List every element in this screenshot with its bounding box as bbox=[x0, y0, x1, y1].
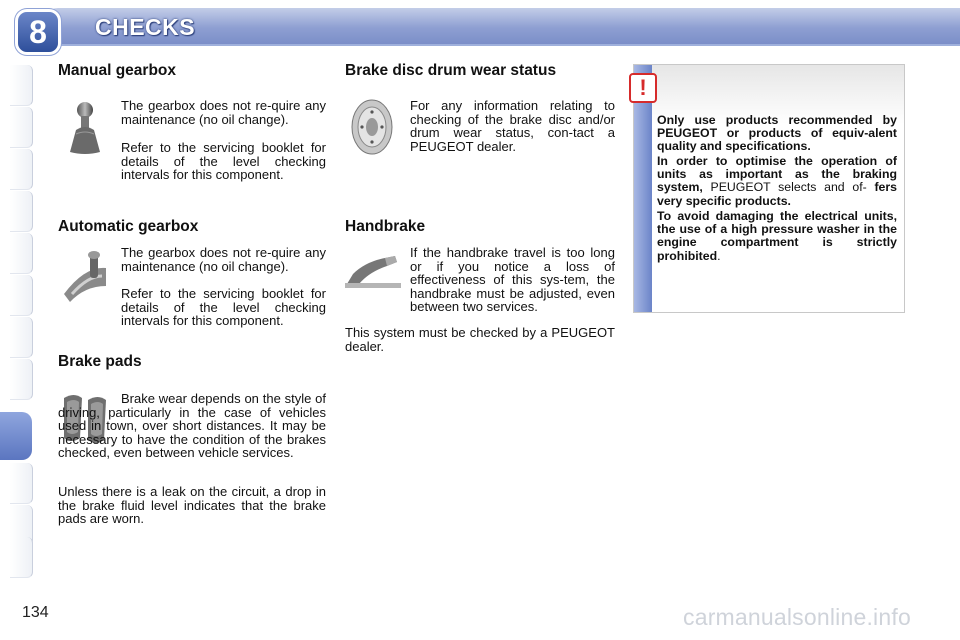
chapter-tab-5[interactable] bbox=[10, 233, 33, 274]
automatic-gearbox-title: Automatic gearbox bbox=[58, 218, 199, 235]
chapter-tab-1[interactable] bbox=[10, 65, 33, 106]
chapter-tab-active[interactable] bbox=[0, 412, 32, 460]
handbrake-icon bbox=[345, 254, 401, 290]
handbrake-text-1: If the handbrake travel is too long or if you notice a loss of effectiveness of this sys-tem, the handbrake must be adjusted, even between two services. bbox=[410, 245, 615, 315]
automatic-selector-icon bbox=[60, 250, 110, 304]
warning-icon: ! bbox=[629, 73, 657, 103]
chapter-tab-8[interactable] bbox=[10, 359, 33, 400]
chapter-title: CHECKS bbox=[95, 14, 196, 40]
warning-text-3-prohibited: prohibited bbox=[657, 248, 718, 263]
brake-disc-icon bbox=[348, 98, 398, 156]
brake-pads-title: Brake pads bbox=[58, 353, 142, 370]
chapter-tab-12[interactable] bbox=[10, 537, 33, 578]
handbrake-title: Handbrake bbox=[345, 218, 426, 235]
page-number: 134 bbox=[22, 604, 49, 621]
handbrake-text-2: This system must be checked by a PEUGEOT dealer. bbox=[345, 325, 615, 354]
brake-disc-text: For any information relating to checking of the brake disc and/or drum wear status, con-tact a PEUGEOT dealer. bbox=[410, 98, 615, 154]
chapter-side-tabs bbox=[0, 65, 34, 577]
automatic-gearbox-text-1: The gearbox does not re-quire any maintenance (no oil change). bbox=[121, 245, 326, 274]
chapter-number-badge: 8 bbox=[18, 12, 58, 52]
warning-text-3-bold: To avoid damaging the electrical units, the use of a high pressure washer in the engine compartment is strictly bbox=[657, 209, 897, 250]
automatic-gearbox-text-2: Refer to the servicing booklet for details of the level checking intervals for this component. bbox=[121, 286, 326, 329]
chapter-tab-3[interactable] bbox=[10, 149, 33, 190]
warning-text-2-bold: In order to optimise the operation of units as important as the braking system, bbox=[657, 154, 897, 195]
warning-text-2-bold-end: fers very specific products. bbox=[657, 180, 897, 208]
warning-text-3-end: . bbox=[717, 248, 721, 263]
header-divider bbox=[40, 44, 960, 46]
chapter-tab-10[interactable] bbox=[10, 463, 33, 504]
brake-pads-text-2: Unless there is a leak on the circuit, a drop in the brake fluid level indicates that the brake pads are worn. bbox=[58, 484, 326, 527]
manual-gearbox-text-2: Refer to the servicing booklet for details of the level checking intervals for this component. bbox=[121, 140, 326, 183]
warning-text-2-normal: PEUGEOT selects and of- bbox=[702, 180, 867, 195]
chapter-tab-6[interactable] bbox=[10, 275, 33, 316]
chapter-tab-4[interactable] bbox=[10, 191, 33, 232]
warning-text-1: Only use products recommended by PEUGEOT or products of equiv-alent quality and specifications. bbox=[657, 113, 897, 154]
chapter-tab-2[interactable] bbox=[10, 107, 33, 148]
chapter-tab-7[interactable] bbox=[10, 317, 33, 358]
manual-gearbox-title: Manual gearbox bbox=[58, 62, 176, 79]
warning-text-2 bbox=[657, 155, 897, 208]
brake-pads-text-1: Brake wear depends on the style of driving, particularly in the case of vehicles used in town, over short distances. It may be necessary to have the condition of the brakes checked, even between vehicle services. bbox=[58, 391, 326, 461]
manual-gearbox-text-1: The gearbox does not re-quire any maintenance (no oil change). bbox=[121, 98, 326, 127]
gear-lever-icon bbox=[62, 100, 108, 156]
warning-text-3 bbox=[657, 210, 897, 263]
brake-disc-title: Brake disc drum wear status bbox=[345, 62, 557, 79]
watermark: carmanualsonline.info bbox=[683, 604, 911, 630]
